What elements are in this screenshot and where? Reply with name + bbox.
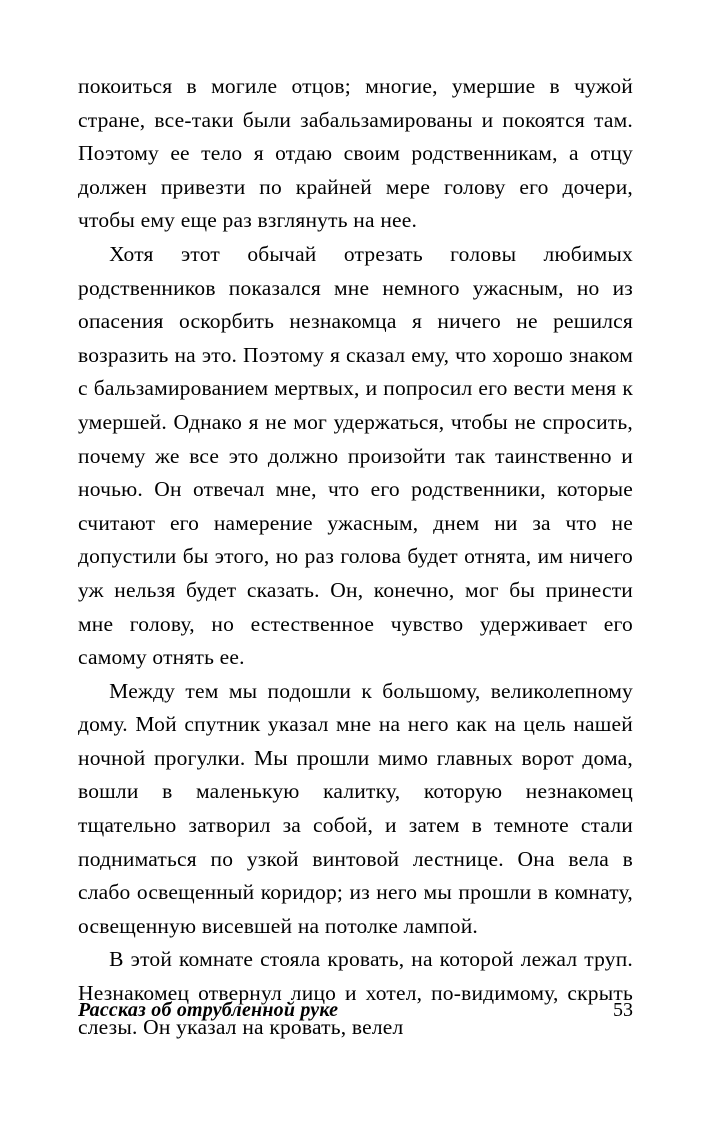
paragraph: Хотя этот обычай отрезать головы любимых родственников показался мне немного ужасным, но из опасения оскорбить незнакомца я ничего не решился возразить на это. Поэтому я сказал ему, что хорошо знаком с бальзамированием мертвых, и попросил его вести меня к умершей. Однако я не мог удержаться, чтобы не спросить, почему же все это должно произойти так таинственно и ночью. Он отвечал мне, что его родственники, которые считают его намерение ужасным, днем ни за что не допустили бы этого, но раз голова будет отнята, им ничего уж нельзя будет сказать. Он, конечно, мог бы принести мне голову, но естественное чувство удерживает его самому отнять ее.	[78, 241, 633, 670]
page-number: 53	[613, 999, 633, 1021]
running-title: Рассказ об отрубленной руке	[78, 999, 339, 1021]
page-footer	[78, 998, 633, 1022]
page-text	[78, 70, 633, 1044]
paragraph: Между тем мы подошли к большому, великолепному дому. Мой спутник указал мне на него как на цель нашей ночной прогулки. Мы прошли мимо главных ворот дома, вошли в маленькую калитку, которую незнакомец тщательно затворил за собой, и затем в темноте стали подниматься по узкой винтовой лестнице. Она вела в слабо освещенный коридор; из него мы прошли в комнату, освещенную висевшей на потолке лампой.	[78, 678, 633, 938]
paragraph: В этой комнате стояла кровать, на которой лежал труп. Незнакомец отвернул лицо и хотел, по-видимому, скрыть слезы. Он указал на кровать, велел	[78, 947, 633, 1039]
paragraph: покоиться в могиле отцов; многие, умершие в чужой стране, все-таки были забальзамированы и покоятся там. Поэтому ее тело я отдаю своим родственникам, а отцу должен привезти по крайней мере голову его дочери, чтобы ему еще раз взглянуть на нее.	[78, 74, 633, 233]
